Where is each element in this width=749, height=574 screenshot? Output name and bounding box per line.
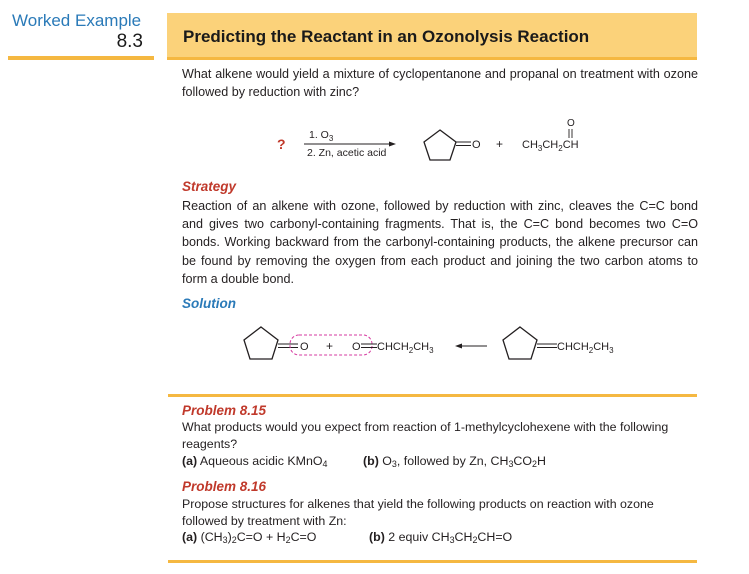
- option-b-label: (b): [369, 530, 385, 544]
- aldehyde-oxygen: O: [567, 118, 575, 129]
- removed-oxygen-left: O: [300, 341, 309, 353]
- reaction-arrowhead: [389, 142, 396, 147]
- option-a-label: (a): [182, 530, 198, 544]
- page-title: Predicting the Reactant in an Ozonolysis Reaction: [183, 27, 590, 46]
- strategy-text: Reaction of an alkene with ozone, followed by reduction with zinc, cleaves the C=C bond and gives two carbonyl-containing fragments. That is, the C=C bond becomes two C=O bonds. Working backward from the carbonyl-containing products, the alkene precursor can be found by removing the oxygen from each product and joining the two carbon atoms to form a double bond.: [182, 199, 698, 286]
- strategy-heading: Strategy: [182, 179, 237, 194]
- worked-example-number: 8.3: [116, 31, 143, 52]
- header-left-rule: [8, 56, 154, 60]
- removed-oxygen-right: O: [352, 341, 361, 353]
- aldehyde-formula: $CH_3CH_2CH$: [522, 139, 579, 153]
- problem-8-15-text: What products would you expect from reaction of 1-methylcyclohexene with the following reagents?: [182, 420, 669, 451]
- problem-8-16-heading: Problem 8.16: [182, 479, 267, 494]
- worked-example-label: Worked Example: [12, 11, 142, 30]
- reaction-scheme: [260, 108, 620, 174]
- option-a-text: Aqueous acidic KMnO$_4$: [199, 454, 328, 470]
- problem-8-16-option-a: [182, 530, 316, 544]
- problem-8-16-option-b: [369, 530, 512, 544]
- left-cyclopentane-ring: [244, 327, 278, 359]
- option-b-text: $O_3$, followed by Zn, $CH_3CO_2H$: [382, 454, 546, 470]
- problems-top-rule: [168, 394, 697, 397]
- problem-8-16-text: Propose structures for alkenes that yield the following products on reaction with ozone followed by treatment with Zn:: [182, 497, 654, 528]
- retrosynthesis-arrowhead: [455, 344, 462, 349]
- bottom-rule: [168, 560, 697, 563]
- problem-8-15-option-b: [363, 454, 546, 468]
- question-text: What alkene would yield a mixture of cyclopentanone and propanal on treatment with ozone followed by reduction with zinc?: [182, 67, 698, 100]
- option-a-text: $(CH_3)_2C=O + H_2C=O$: [200, 530, 317, 546]
- option-a-label: (a): [182, 454, 198, 468]
- reagent-step2: 2. Zn, acetic acid: [307, 147, 387, 159]
- option-b-text: 2 equiv $CH_3CH_2CH=O$: [388, 530, 513, 546]
- solution-scheme: [240, 322, 640, 374]
- cyclopentanone-ring: [424, 130, 456, 160]
- problem-8-15-option-a: [182, 454, 327, 468]
- alkene-cyclopentane-ring: [503, 327, 537, 359]
- unknown-reactant: ?: [277, 136, 286, 152]
- solution-plus: +: [326, 339, 334, 353]
- problem-8-15-heading: Problem 8.15: [182, 403, 267, 418]
- reagent-step1: 1. $O_3$: [309, 129, 334, 143]
- option-b-label: (b): [363, 454, 379, 468]
- cyclopentanone-oxygen: O: [472, 139, 481, 151]
- aldehyde-fragment: $CHCH_2CH_3$: [377, 341, 434, 355]
- solution-heading: Solution: [182, 296, 236, 311]
- alkene-product: $CHCH_2CH_3$: [557, 341, 614, 355]
- plus-sign: +: [496, 137, 504, 151]
